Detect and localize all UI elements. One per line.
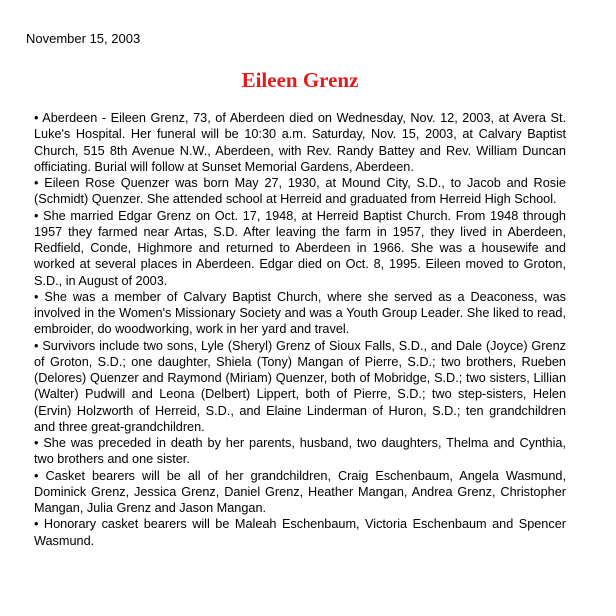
paragraph-survivors: • Survivors include two sons, Lyle (Sheryl) Grenz of Sioux Falls, S.D., and Dale (Joyce) Grenz of Groton, S.D.; one daughter, Shiela (Tony) Mangan of Pierre, S.D.; two brothers, Rueben (Delores) Quenzer and Raymond (Miriam) Quenzer, both of Mobridge, S.D.; two sisters, Lillian (Walter) Pudwill and Leona (Delbert) Lippert, both of Pierre, S.D.; two step-sisters, Helen (Ervin) Holzworth of Herreid, S.D., and Elaine Linderman of Huron, S.D.; ten grandchildren and three great-grandchildren.	[34, 338, 566, 434]
paragraph-honorary-bearers: • Honorary casket bearers will be Maleah Eschenbaum, Victoria Eschenbaum and Spencer Wasmund.	[34, 517, 566, 548]
paragraph-birth: • Eileen Rose Quenzer was born May 27, 1930, at Mound City, S.D., to Jacob and Rosie (Schmidt) Quenzer. She attended school at Herreid and graduated from Herreid High School.	[34, 176, 566, 207]
paragraph-funeral: • Aberdeen - Eileen Grenz, 73, of Aberdeen died on Wednesday, Nov. 12, 2003, at Avera St. Luke's Hospital. Her funeral will be 10:30 a.m. Saturday, Nov. 15, 2003, at Calvary Baptist Church, 515 8th Avenue N.W., Aberdeen, with Rev. Randy Battey and Rev. William Duncan officiating. Burial will follow at Sunset Memorial Gardens, Aberdeen.	[34, 111, 566, 174]
obituary-date: November 15, 2003	[26, 31, 141, 46]
paragraph-church: • She was a member of Calvary Baptist Church, where she served as a Deaconess, was involved in the Women's Missionary Society and was a Youth Group Leader. She liked to read, embroider, do woodworking, work in her yard and travel.	[34, 289, 566, 337]
paragraph-casket-bearers: • Casket bearers will be all of her grandchildren, Craig Eschenbaum, Angela Wasmund, Dominick Grenz, Jessica Grenz, Daniel Grenz, Heather Mangan, Andrea Grenz, Christopher Mangan, Julia Grenz and Jason Mangan.	[34, 468, 566, 515]
paragraph-preceded: • She was preceded in death by her parents, husband, two daughters, Thelma and Cynthia, two brothers and one sister.	[34, 436, 566, 467]
paragraph-marriage: • She married Edgar Grenz on Oct. 17, 1948, at Herreid Baptist Church. From 1948 through 1957 they farmed near Artas, S.D. After leaving the farm in 1957, they lived in Aberdeen, Redfield, Conde, Highmore and returned to Aberdeen in 1966. She was a housewife and worked at several places in Aberdeen. Edgar died on Oct. 8, 1995. Eileen moved to Groton, S.D., in August of 2003.	[34, 208, 566, 288]
obituary-body	[34, 110, 566, 549]
obituary-title: Eileen Grenz	[241, 68, 359, 92]
